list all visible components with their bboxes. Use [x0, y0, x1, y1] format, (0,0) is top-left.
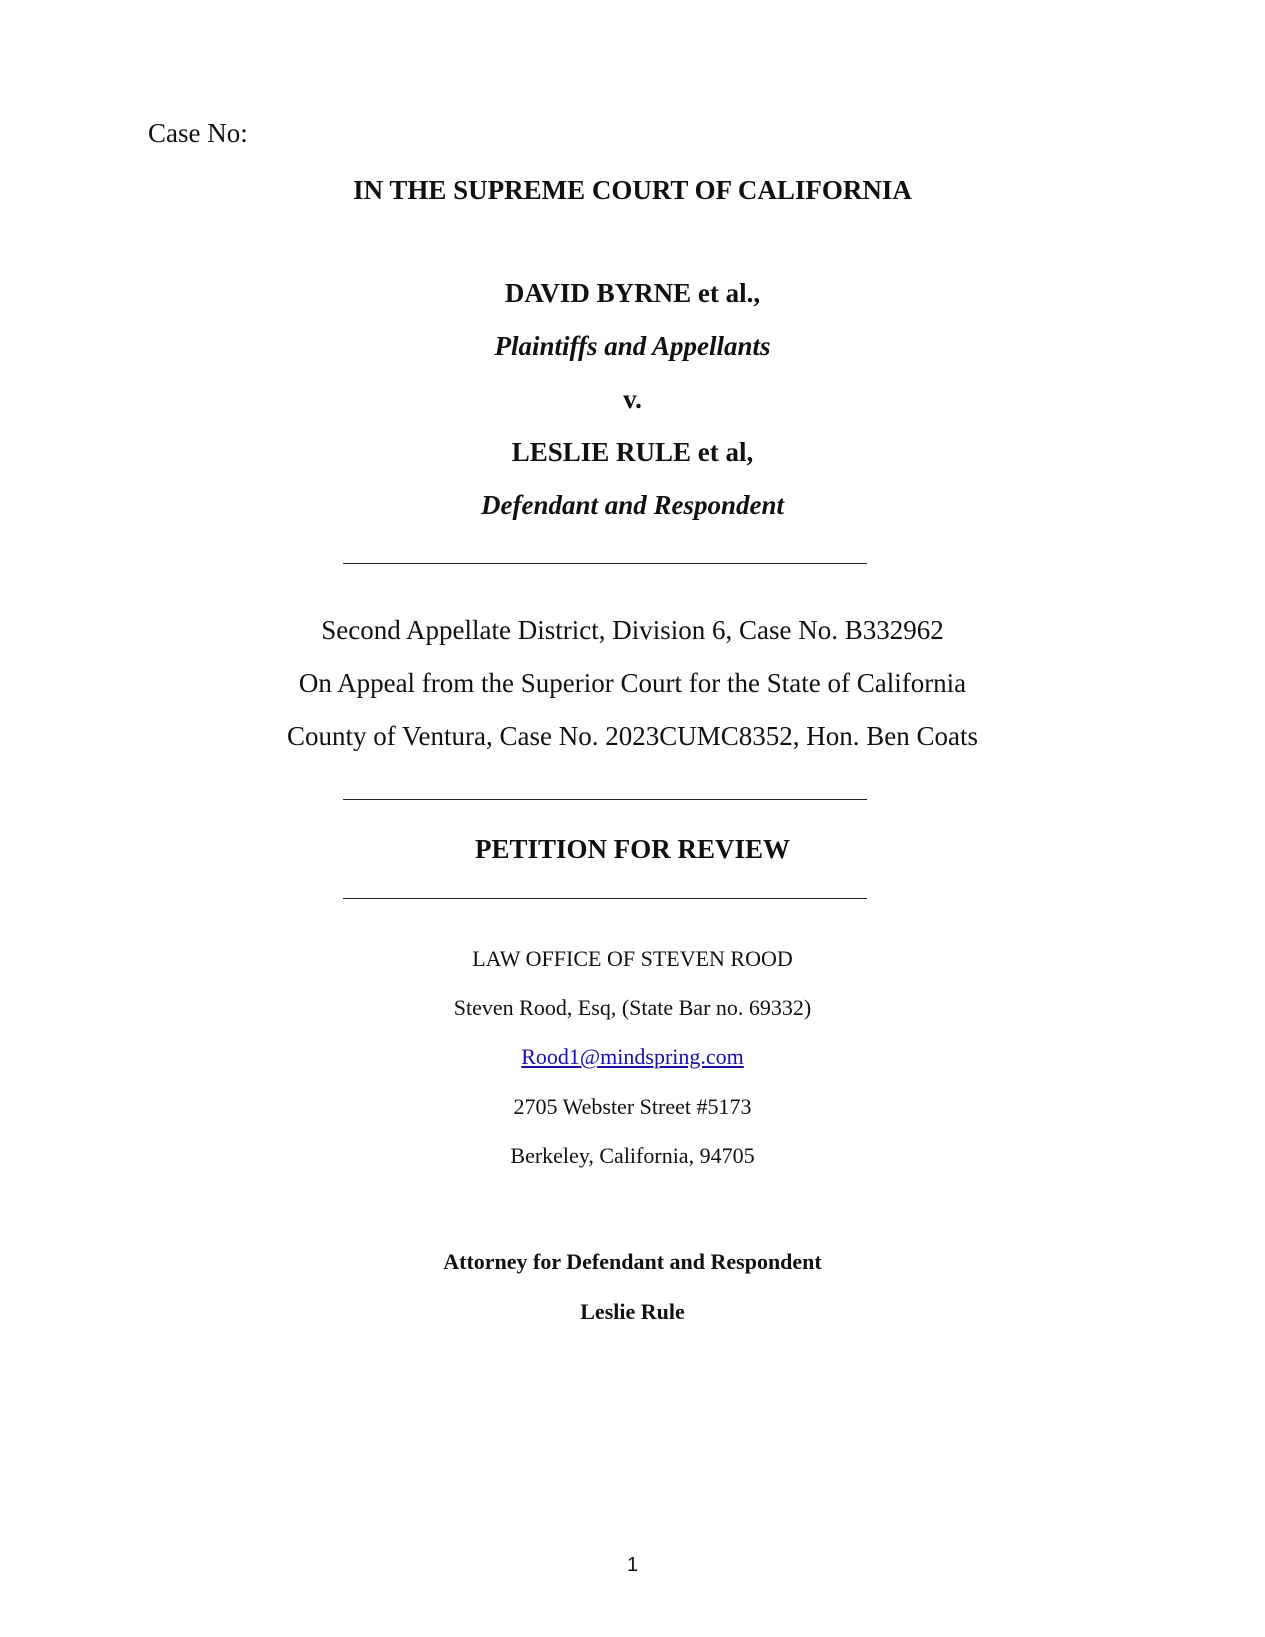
client-name: Leslie Rule [580, 1299, 685, 1324]
title-divider [343, 898, 867, 899]
email-link[interactable]: Rood1@mindspring.com [521, 1044, 744, 1069]
document-title: PETITION FOR REVIEW [474, 834, 791, 864]
defendants-role: Defendant and Respondent [480, 490, 785, 520]
defendants-name: LESLIE RULE et al, [511, 437, 754, 467]
email-line [0, 1046, 1265, 1068]
appellate-district-line: Second Appellate District, Division 6, Case No. B332962 [321, 615, 944, 645]
lower-court-divider [343, 799, 867, 800]
plaintiffs-role: Plaintiffs and Appellants [494, 331, 771, 361]
versus-label: v. [623, 384, 642, 414]
superior-court-line: On Appeal from the Superior Court for the State of California [298, 668, 967, 698]
street-address: 2705 Webster Street #5173 [513, 1094, 752, 1119]
court-name-heading: IN THE SUPREME COURT OF CALIFORNIA [353, 175, 912, 205]
page-number: 1 [626, 1554, 639, 1576]
law-firm-name: LAW OFFICE OF STEVEN ROOD [472, 946, 793, 971]
attorney-name: Steven Rood, Esq, (State Bar no. 69332) [453, 995, 812, 1020]
plaintiffs-name: DAVID BYRNE et al., [504, 278, 761, 308]
county-case-line: County of Ventura, Case No. 2023CUMC8352, Hon. Ben Coats [287, 721, 978, 751]
attorney-for-label: Attorney for Defendant and Respondent [443, 1249, 822, 1274]
city-address: Berkeley, California, 94705 [510, 1143, 755, 1168]
case-number-label: Case No: [148, 118, 248, 148]
caption-divider [343, 563, 867, 564]
